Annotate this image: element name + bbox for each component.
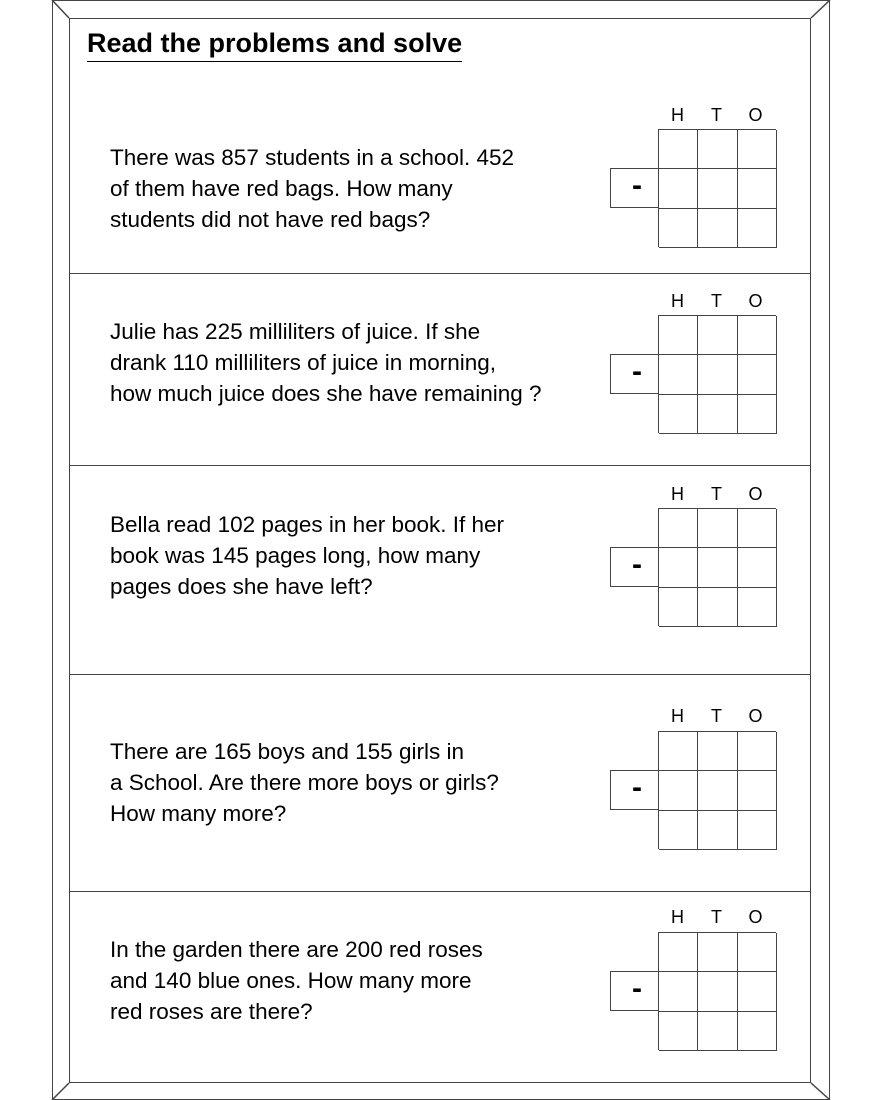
minus-sign-box: - [610,547,659,587]
ones-label: O [748,484,763,504]
grid-cell[interactable] [659,509,698,548]
grid-cell[interactable] [738,316,777,355]
place-value-headers [658,291,775,311]
grid-cell[interactable] [659,732,698,771]
tens-label: T [711,907,722,927]
section-divider [69,891,811,892]
grid-cell[interactable] [738,811,777,850]
ones-label: O [748,291,763,311]
grid-cell[interactable] [659,972,698,1011]
grid-cell[interactable] [738,509,777,548]
problem-line: pages does she have left? [110,574,373,599]
section-divider [69,674,811,675]
problem-line: and 140 blue ones. How many more [110,968,472,993]
grid-cell[interactable] [738,732,777,771]
grid-cell[interactable] [698,771,737,810]
grid-cell[interactable] [698,972,737,1011]
grid-cell[interactable] [659,588,698,627]
minus-sign-box: - [610,354,659,394]
problem-line: In the garden there are 200 red roses [110,937,483,962]
section-divider [69,273,811,274]
problem-text [110,509,504,602]
minus-sign-box: - [610,971,659,1011]
grid-cell[interactable] [659,1012,698,1051]
grid-cell[interactable] [659,548,698,587]
answer-grid[interactable] [658,731,776,849]
problem-line: a School. Are there more boys or girls? [110,770,499,795]
grid-cell[interactable] [738,209,777,248]
problem-line: Julie has 225 milliliters of juice. If she [110,319,481,344]
grid-cell[interactable] [659,771,698,810]
grid-cell[interactable] [738,1012,777,1051]
hundreds-label: H [671,907,684,927]
grid-cell[interactable] [698,588,737,627]
grid-cell[interactable] [698,1012,737,1051]
problem-text [110,736,499,829]
grid-cell[interactable] [738,395,777,434]
grid-cell[interactable] [659,811,698,850]
problem-text [110,142,514,235]
grid-cell[interactable] [738,169,777,208]
grid-cell[interactable] [698,209,737,248]
grid-cell[interactable] [698,355,737,394]
place-value-headers [658,907,775,927]
grid-cell[interactable] [659,169,698,208]
tens-label: T [711,706,722,726]
problem-line: There are 165 boys and 155 girls in [110,739,464,764]
ones-label: O [748,105,763,125]
place-value-headers [658,706,775,726]
grid-cell[interactable] [698,395,737,434]
grid-cell[interactable] [698,933,737,972]
section-divider [69,465,811,466]
grid-cell[interactable] [698,316,737,355]
problem-line: how much juice does she have remaining ? [110,381,542,406]
grid-cell[interactable] [698,732,737,771]
grid-cell[interactable] [659,316,698,355]
grid-cell[interactable] [738,355,777,394]
problem-line: book was 145 pages long, how many [110,543,481,568]
answer-grid[interactable] [658,932,776,1050]
tens-label: T [711,291,722,311]
problem-text [110,934,483,1027]
problem-line: of them have red bags. How many [110,176,453,201]
grid-cell[interactable] [738,130,777,169]
grid-cell[interactable] [659,395,698,434]
problem-line: red roses are there? [110,999,313,1024]
place-value-headers [658,105,775,125]
tens-label: T [711,105,722,125]
grid-cell[interactable] [738,771,777,810]
answer-grid[interactable] [658,508,776,626]
grid-cell[interactable] [698,811,737,850]
grid-cell[interactable] [659,130,698,169]
problem-text [110,316,542,409]
place-value-headers [658,484,775,504]
grid-cell[interactable] [698,130,737,169]
grid-cell[interactable] [659,933,698,972]
page-title: Read the problems and solve [87,27,462,62]
answer-grid[interactable] [658,315,776,433]
tens-label: T [711,484,722,504]
problem-line: drank 110 milliliters of juice in morning, [110,350,496,375]
grid-cell[interactable] [738,588,777,627]
grid-cell[interactable] [738,972,777,1011]
grid-cell[interactable] [738,548,777,587]
minus-sign-box: - [610,168,659,208]
grid-cell[interactable] [659,209,698,248]
grid-cell[interactable] [698,548,737,587]
problem-line: There was 857 students in a school. 452 [110,145,515,170]
answer-grid[interactable] [658,129,776,247]
problem-line: How many more? [110,801,287,826]
minus-sign-box: - [610,770,659,810]
grid-cell[interactable] [698,509,737,548]
grid-cell[interactable] [738,933,777,972]
hundreds-label: H [671,484,684,504]
grid-cell[interactable] [659,355,698,394]
problem-line: Bella read 102 pages in her book. If her [110,512,505,537]
hundreds-label: H [671,291,684,311]
ones-label: O [748,907,763,927]
grid-cell[interactable] [698,169,737,208]
problem-line: students did not have red bags? [110,207,431,232]
hundreds-label: H [671,105,684,125]
ones-label: O [748,706,763,726]
hundreds-label: H [671,706,684,726]
